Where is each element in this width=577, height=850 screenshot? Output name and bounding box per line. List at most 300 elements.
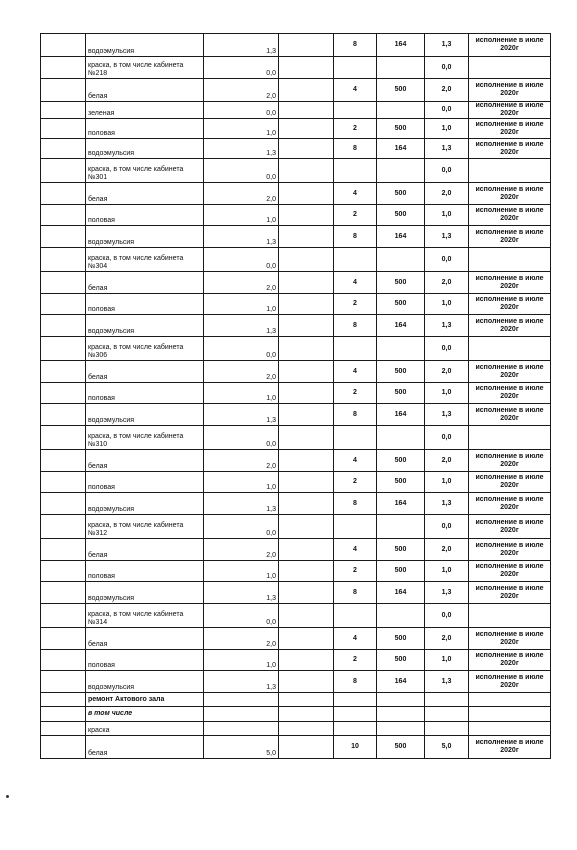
blank-cell: [279, 404, 334, 426]
sum-cell: [425, 722, 469, 736]
sum-cell: 1,3: [425, 582, 469, 604]
item-name-cell: водоэмульсия: [86, 671, 204, 693]
row-number-cell: [41, 139, 86, 159]
row-number-cell: [41, 383, 86, 404]
table-row: [41, 604, 551, 628]
table-row: [41, 671, 551, 693]
note-cell: исполнение в июле 2020г: [469, 119, 551, 139]
row-number-cell: [41, 404, 86, 426]
note-cell: исполнение в июле 2020г: [469, 361, 551, 383]
blank-cell: [279, 337, 334, 361]
table-row: [41, 650, 551, 671]
row-number-cell: [41, 79, 86, 102]
table-row: [41, 426, 551, 450]
sum-cell: 0,0: [425, 337, 469, 361]
quantity-cell: 8: [334, 671, 377, 693]
quantity-cell: 2: [334, 294, 377, 315]
row-number-cell: [41, 722, 86, 736]
quantity-cell: 2: [334, 383, 377, 404]
row-number-cell: [41, 183, 86, 205]
note-cell: исполнение в июле 2020г: [469, 628, 551, 650]
price-cell: [377, 57, 425, 79]
blank-cell: [279, 102, 334, 119]
quantity-cell: 8: [334, 582, 377, 604]
item-name-cell: белая: [86, 628, 204, 650]
note-cell: исполнение в июле 2020г: [469, 539, 551, 561]
quantity-cell: 2: [334, 561, 377, 582]
item-name-cell: половая: [86, 294, 204, 315]
sum-cell: [425, 693, 469, 707]
quantity-cell: 8: [334, 226, 377, 248]
table-row: [41, 159, 551, 183]
sum-cell: 1,3: [425, 671, 469, 693]
table-body: [41, 34, 551, 759]
volume-cell: 2,0: [204, 272, 279, 294]
volume-cell: [204, 707, 279, 722]
volume-cell: 0,0: [204, 248, 279, 272]
item-name-cell: краска, в том числе кабинета №312: [86, 515, 204, 539]
table-row: [41, 102, 551, 119]
sum-cell: 1,0: [425, 119, 469, 139]
price-cell: [377, 337, 425, 361]
table-row: [41, 272, 551, 294]
price-cell: [377, 707, 425, 722]
row-number-cell: [41, 736, 86, 759]
quantity-cell: 4: [334, 272, 377, 294]
blank-cell: [279, 450, 334, 472]
table-row: [41, 383, 551, 404]
quantity-cell: 8: [334, 404, 377, 426]
note-cell: [469, 707, 551, 722]
note-cell: исполнение в июле 2020г: [469, 404, 551, 426]
quantity-cell: 4: [334, 361, 377, 383]
table-row: [41, 315, 551, 337]
sum-cell: 2,0: [425, 628, 469, 650]
item-name-cell: белая: [86, 361, 204, 383]
row-number-cell: [41, 34, 86, 57]
sum-cell: 1,0: [425, 650, 469, 671]
volume-cell: 1,3: [204, 493, 279, 515]
note-cell: исполнение в июле 2020г: [469, 472, 551, 493]
item-name-cell: водоэмульсия: [86, 139, 204, 159]
quantity-cell: 2: [334, 650, 377, 671]
blank-cell: [279, 650, 334, 671]
table-row: [41, 57, 551, 79]
price-cell: 500: [377, 183, 425, 205]
item-name-cell: белая: [86, 736, 204, 759]
note-cell: [469, 722, 551, 736]
price-cell: 164: [377, 34, 425, 57]
row-number-cell: [41, 57, 86, 79]
price-cell: 500: [377, 628, 425, 650]
row-number-cell: [41, 472, 86, 493]
blank-cell: [279, 426, 334, 450]
quantity-cell: [334, 693, 377, 707]
volume-cell: 1,0: [204, 205, 279, 226]
row-number-cell: [41, 426, 86, 450]
row-number-cell: [41, 493, 86, 515]
table-row: [41, 119, 551, 139]
table-row: [41, 226, 551, 248]
table-row: [41, 248, 551, 272]
quantity-cell: [334, 159, 377, 183]
note-cell: исполнение в июле 2020г: [469, 183, 551, 205]
row-number-cell: [41, 119, 86, 139]
blank-cell: [279, 79, 334, 102]
volume-cell: 2,0: [204, 450, 279, 472]
quantity-cell: [334, 337, 377, 361]
volume-cell: 2,0: [204, 628, 279, 650]
blank-cell: [279, 315, 334, 337]
item-name-cell: половая: [86, 472, 204, 493]
volume-cell: 1,3: [204, 34, 279, 57]
table-row: [41, 294, 551, 315]
blank-cell: [279, 604, 334, 628]
item-name-cell: половая: [86, 119, 204, 139]
quantity-cell: 8: [334, 315, 377, 337]
row-number-cell: [41, 582, 86, 604]
note-cell: исполнение в июле 2020г: [469, 450, 551, 472]
blank-cell: [279, 34, 334, 57]
scan-speck: [6, 795, 9, 798]
row-number-cell: [41, 515, 86, 539]
note-cell: исполнение в июле 2020г: [469, 205, 551, 226]
sum-cell: 2,0: [425, 79, 469, 102]
sum-cell: 1,0: [425, 205, 469, 226]
item-name-cell: краска, в том числе кабинета №306: [86, 337, 204, 361]
item-name-cell: краска, в том числе кабинета №218: [86, 57, 204, 79]
quantity-cell: 8: [334, 34, 377, 57]
quantity-cell: [334, 604, 377, 628]
volume-cell: 1,3: [204, 139, 279, 159]
item-name-cell: белая: [86, 79, 204, 102]
budget-table: [40, 33, 551, 759]
blank-cell: [279, 493, 334, 515]
price-cell: 500: [377, 272, 425, 294]
row-number-cell: [41, 294, 86, 315]
quantity-cell: [334, 722, 377, 736]
blank-cell: [279, 205, 334, 226]
volume-cell: 2,0: [204, 361, 279, 383]
price-cell: 500: [377, 736, 425, 759]
blank-cell: [279, 628, 334, 650]
row-number-cell: [41, 102, 86, 119]
sum-cell: 2,0: [425, 272, 469, 294]
item-name-cell: водоэмульсия: [86, 582, 204, 604]
quantity-cell: [334, 248, 377, 272]
row-number-cell: [41, 628, 86, 650]
row-number-cell: [41, 561, 86, 582]
quantity-cell: [334, 57, 377, 79]
price-cell: 164: [377, 404, 425, 426]
item-name-cell: ремонт Актового зала: [86, 693, 204, 707]
blank-cell: [279, 57, 334, 79]
price-cell: [377, 604, 425, 628]
row-number-cell: [41, 315, 86, 337]
sum-cell: 1,0: [425, 294, 469, 315]
price-cell: 500: [377, 472, 425, 493]
quantity-cell: 2: [334, 472, 377, 493]
note-cell: [469, 426, 551, 450]
item-name-cell: белая: [86, 450, 204, 472]
quantity-cell: 10: [334, 736, 377, 759]
row-number-cell: [41, 361, 86, 383]
price-cell: 500: [377, 79, 425, 102]
row-number-cell: [41, 450, 86, 472]
volume-cell: [204, 693, 279, 707]
volume-cell: 1,0: [204, 472, 279, 493]
item-name-cell: краска, в том числе кабинета №310: [86, 426, 204, 450]
price-cell: 500: [377, 561, 425, 582]
quantity-cell: [334, 426, 377, 450]
item-name-cell: краска, в том числе кабинета №301: [86, 159, 204, 183]
item-name-cell: половая: [86, 650, 204, 671]
volume-cell: 0,0: [204, 159, 279, 183]
price-cell: 500: [377, 539, 425, 561]
price-cell: [377, 722, 425, 736]
blank-cell: [279, 119, 334, 139]
table-row: [41, 139, 551, 159]
price-cell: 164: [377, 226, 425, 248]
blank-cell: [279, 707, 334, 722]
table-row: [41, 34, 551, 57]
volume-cell: 1,0: [204, 119, 279, 139]
table-row: [41, 561, 551, 582]
price-cell: 164: [377, 493, 425, 515]
quantity-cell: 4: [334, 183, 377, 205]
table-row: [41, 79, 551, 102]
note-cell: исполнение в июле 2020г: [469, 383, 551, 404]
sum-cell: 1,0: [425, 383, 469, 404]
row-number-cell: [41, 226, 86, 248]
item-name-cell: водоэмульсия: [86, 493, 204, 515]
sum-cell: 1,3: [425, 493, 469, 515]
price-cell: [377, 248, 425, 272]
item-name-cell: водоэмульсия: [86, 34, 204, 57]
price-cell: 164: [377, 315, 425, 337]
table-row: [41, 361, 551, 383]
table-row: [41, 693, 551, 707]
quantity-cell: [334, 707, 377, 722]
sum-cell: 0,0: [425, 57, 469, 79]
volume-cell: 1,0: [204, 383, 279, 404]
note-cell: исполнение в июле 2020г: [469, 515, 551, 539]
blank-cell: [279, 515, 334, 539]
note-cell: исполнение в июле 2020г: [469, 315, 551, 337]
sum-cell: 2,0: [425, 450, 469, 472]
row-number-cell: [41, 604, 86, 628]
price-cell: 500: [377, 383, 425, 404]
price-cell: [377, 426, 425, 450]
table-row: [41, 493, 551, 515]
volume-cell: 0,0: [204, 604, 279, 628]
price-cell: 500: [377, 119, 425, 139]
blank-cell: [279, 671, 334, 693]
quantity-cell: 8: [334, 493, 377, 515]
item-name-cell: в том числе: [86, 707, 204, 722]
volume-cell: 1,3: [204, 226, 279, 248]
sum-cell: 1,3: [425, 34, 469, 57]
item-name-cell: водоэмульсия: [86, 404, 204, 426]
price-cell: [377, 693, 425, 707]
note-cell: исполнение в июле 2020г: [469, 139, 551, 159]
quantity-cell: [334, 515, 377, 539]
volume-cell: 0,0: [204, 426, 279, 450]
blank-cell: [279, 294, 334, 315]
price-cell: 500: [377, 361, 425, 383]
table-row: [41, 472, 551, 493]
table-row: [41, 337, 551, 361]
note-cell: исполнение в июле 2020г: [469, 79, 551, 102]
volume-cell: 5,0: [204, 736, 279, 759]
item-name-cell: половая: [86, 561, 204, 582]
price-cell: 500: [377, 294, 425, 315]
blank-cell: [279, 722, 334, 736]
volume-cell: 2,0: [204, 539, 279, 561]
blank-cell: [279, 736, 334, 759]
item-name-cell: белая: [86, 272, 204, 294]
item-name-cell: половая: [86, 205, 204, 226]
note-cell: исполнение в июле 2020г: [469, 272, 551, 294]
item-name-cell: белая: [86, 183, 204, 205]
volume-cell: 1,3: [204, 315, 279, 337]
blank-cell: [279, 159, 334, 183]
price-cell: [377, 515, 425, 539]
note-cell: [469, 57, 551, 79]
note-cell: исполнение в июле 2020г: [469, 102, 551, 119]
quantity-cell: 4: [334, 539, 377, 561]
note-cell: исполнение в июле 2020г: [469, 294, 551, 315]
sum-cell: 1,3: [425, 226, 469, 248]
note-cell: исполнение в июле 2020г: [469, 582, 551, 604]
quantity-cell: 2: [334, 205, 377, 226]
volume-cell: 0,0: [204, 337, 279, 361]
note-cell: [469, 159, 551, 183]
table-row: [41, 707, 551, 722]
row-number-cell: [41, 337, 86, 361]
sum-cell: 2,0: [425, 361, 469, 383]
row-number-cell: [41, 671, 86, 693]
sum-cell: 0,0: [425, 159, 469, 183]
row-number-cell: [41, 539, 86, 561]
blank-cell: [279, 139, 334, 159]
sum-cell: 1,0: [425, 561, 469, 582]
table-row: [41, 404, 551, 426]
volume-cell: 1,3: [204, 671, 279, 693]
volume-cell: 1,3: [204, 582, 279, 604]
sum-cell: 0,0: [425, 426, 469, 450]
sum-cell: 0,0: [425, 102, 469, 119]
quantity-cell: [334, 102, 377, 119]
note-cell: [469, 248, 551, 272]
blank-cell: [279, 472, 334, 493]
volume-cell: 1,0: [204, 561, 279, 582]
blank-cell: [279, 248, 334, 272]
note-cell: [469, 693, 551, 707]
note-cell: исполнение в июле 2020г: [469, 650, 551, 671]
row-number-cell: [41, 272, 86, 294]
table-row: [41, 205, 551, 226]
blank-cell: [279, 582, 334, 604]
note-cell: [469, 604, 551, 628]
blank-cell: [279, 383, 334, 404]
price-cell: 500: [377, 450, 425, 472]
price-cell: 164: [377, 582, 425, 604]
volume-cell: 0,0: [204, 515, 279, 539]
quantity-cell: 4: [334, 628, 377, 650]
item-name-cell: краска: [86, 722, 204, 736]
row-number-cell: [41, 650, 86, 671]
price-cell: 164: [377, 671, 425, 693]
note-cell: исполнение в июле 2020г: [469, 671, 551, 693]
price-cell: 500: [377, 205, 425, 226]
row-number-cell: [41, 707, 86, 722]
item-name-cell: краска, в том числе кабинета №304: [86, 248, 204, 272]
sum-cell: 0,0: [425, 248, 469, 272]
table-row: [41, 736, 551, 759]
volume-cell: 2,0: [204, 183, 279, 205]
sum-cell: [425, 707, 469, 722]
blank-cell: [279, 539, 334, 561]
volume-cell: 1,0: [204, 294, 279, 315]
item-name-cell: зеленая: [86, 102, 204, 119]
table-row: [41, 582, 551, 604]
volume-cell: 2,0: [204, 79, 279, 102]
volume-cell: 1,0: [204, 650, 279, 671]
quantity-cell: 8: [334, 139, 377, 159]
item-name-cell: водоэмульсия: [86, 226, 204, 248]
table-row: [41, 722, 551, 736]
item-name-cell: белая: [86, 539, 204, 561]
price-cell: 500: [377, 650, 425, 671]
note-cell: исполнение в июле 2020г: [469, 561, 551, 582]
quantity-cell: 4: [334, 450, 377, 472]
note-cell: [469, 337, 551, 361]
table-row: [41, 183, 551, 205]
note-cell: исполнение в июле 2020г: [469, 226, 551, 248]
volume-cell: 0,0: [204, 57, 279, 79]
note-cell: исполнение в июле 2020г: [469, 34, 551, 57]
sum-cell: 1,0: [425, 472, 469, 493]
price-cell: 164: [377, 139, 425, 159]
item-name-cell: водоэмульсия: [86, 315, 204, 337]
row-number-cell: [41, 693, 86, 707]
blank-cell: [279, 561, 334, 582]
row-number-cell: [41, 248, 86, 272]
sum-cell: 2,0: [425, 539, 469, 561]
volume-cell: 0,0: [204, 102, 279, 119]
table-row: [41, 628, 551, 650]
volume-cell: [204, 722, 279, 736]
row-number-cell: [41, 159, 86, 183]
blank-cell: [279, 272, 334, 294]
item-name-cell: краска, в том числе кабинета №314: [86, 604, 204, 628]
table-row: [41, 450, 551, 472]
price-cell: [377, 102, 425, 119]
blank-cell: [279, 361, 334, 383]
table-row: [41, 539, 551, 561]
note-cell: исполнение в июле 2020г: [469, 493, 551, 515]
blank-cell: [279, 183, 334, 205]
item-name-cell: половая: [86, 383, 204, 404]
sum-cell: 0,0: [425, 604, 469, 628]
blank-cell: [279, 226, 334, 248]
sum-cell: 1,3: [425, 139, 469, 159]
sum-cell: 1,3: [425, 315, 469, 337]
blank-cell: [279, 693, 334, 707]
row-number-cell: [41, 205, 86, 226]
quantity-cell: 4: [334, 79, 377, 102]
